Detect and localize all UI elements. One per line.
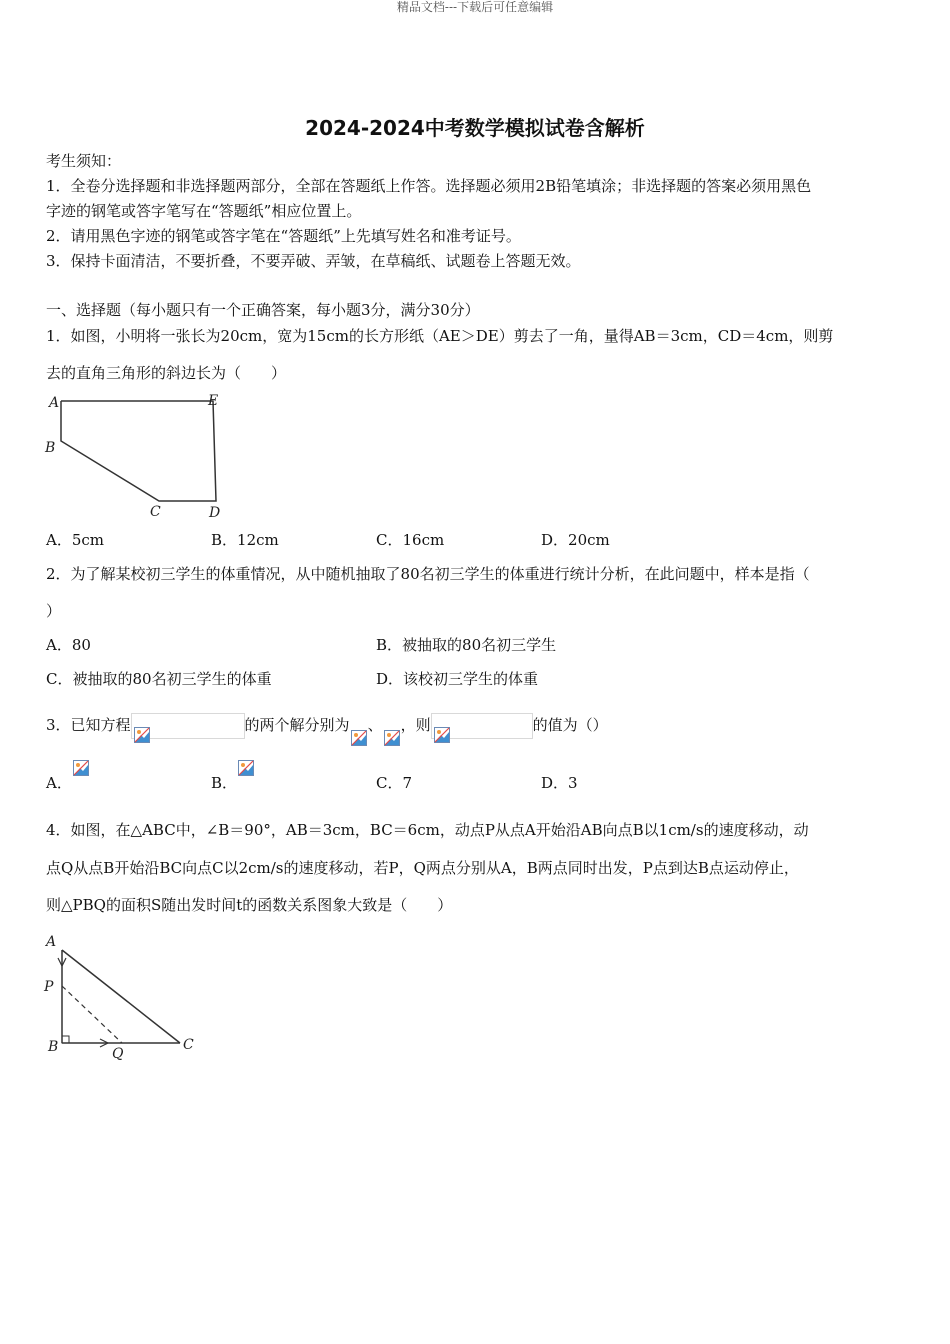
q1-option-b: B．12cm [211,531,279,549]
broken-image-icon [134,715,150,731]
broken-image-icon [73,760,89,776]
broken-image-icon [238,760,254,776]
section-heading: 一、选择题（每小题只有一个正确答案，每小题3分，满分30分） [46,301,480,319]
notice-item-1b: 字迹的钢笔或答字笔写在“答题纸”相应位置上。 [46,202,362,220]
notice-item-2: 2．请用黑色字迹的钢笔或答字笔在“答题纸”上先填写姓名和准考证号。 [46,227,521,245]
broken-image-icon [434,715,450,731]
q3-option-c: C．7 [376,774,413,792]
q3-text-1: 3．已知方程 [46,716,131,734]
label-a: A [49,395,60,411]
q3-option-a [46,772,90,794]
q3-equation-image [131,713,245,739]
q3-option-d: D．3 [541,774,578,792]
question-3-line [46,702,608,748]
page-header: 精品文档---下载后可任意编辑 [396,0,554,14]
question-2-line-1: 2．为了解某校初三学生的体重情况，从中随机抽取了80名初三学生的体重进行统计分析，在此问题中，样本是指（ [46,565,810,583]
question-1-line-1: 1．如图，小明将一张长为20cm，宽为15cm的长方形纸（AE＞DE）剪去了一角，量得AB＝3cm，CD＝4cm，则剪 [46,327,834,345]
label-p: P [44,979,54,995]
q3-option-b-label: B． [211,774,238,792]
q3-option-b [211,772,255,794]
question-1-line-2: 去的直角三角形的斜边长为（ ） [46,364,287,382]
question-4-figure [40,930,210,1065]
q2-option-a: A．80 [46,636,91,654]
broken-image-icon [384,718,400,734]
label-a: A [46,934,57,950]
label-d: D [209,505,221,521]
label-q: Q [112,1046,124,1062]
notice-heading: 考生须知： [46,152,122,170]
q2-option-b: B．被抽取的80名初三学生 [376,636,557,654]
label-b: B [48,1039,59,1055]
notice-item-3: 3．保持卡面清洁，不要折叠，不要弄破、弄皱，在草稿纸、试题卷上答题无效。 [46,252,581,270]
q3-expression-image [431,713,533,739]
q1-option-a: A．5cm [46,531,105,549]
question-4-line-3: 则△PBQ的面积S随出发时间t的函数关系图象大致是（ ） [46,896,453,914]
q3-text-5: 的值为（） [532,716,608,734]
q3-option-a-label: A． [46,774,72,792]
broken-image-icon [351,718,367,734]
q1-option-c: C．16cm [376,531,445,549]
label-c: C [183,1037,194,1053]
question-4-line-2: 点Q从点B开始沿BC向点C以2cm/s的速度移动，若P，Q两点分别从A，B两点同时出发，P点到达B点运动停止， [46,859,799,877]
q1-option-d: D．20cm [541,531,610,549]
page-title: 2024-2024中考数学模拟试卷含解析 [305,116,645,140]
label-e: E [208,393,219,409]
question-4-line-1: 4．如图，在△ABC中，∠B＝90°，AB＝3cm，BC＝6cm，动点P从点A开始沿AB向点B以1cm/s的速度移动，动 [46,821,809,839]
label-b: B [45,440,56,456]
question-1-figure [40,388,240,523]
question-2-line-2: ） [46,602,62,620]
q2-option-d: D．该校初三学生的体重 [376,670,539,688]
notice-item-1a: 1．全卷分选择题和非选择题两部分，全部在答题纸上作答。选择题必须用2B铅笔填涂；非选择题的答案必须用黑色 [46,177,812,195]
q3-text-2: 的两个解分别为 [244,716,350,734]
label-c: C [150,504,161,520]
q3-text-3: 、 [367,716,383,734]
q2-option-c: C．被抽取的80名初三学生的体重 [46,670,272,688]
q3-text-4: ，则 [400,716,431,734]
